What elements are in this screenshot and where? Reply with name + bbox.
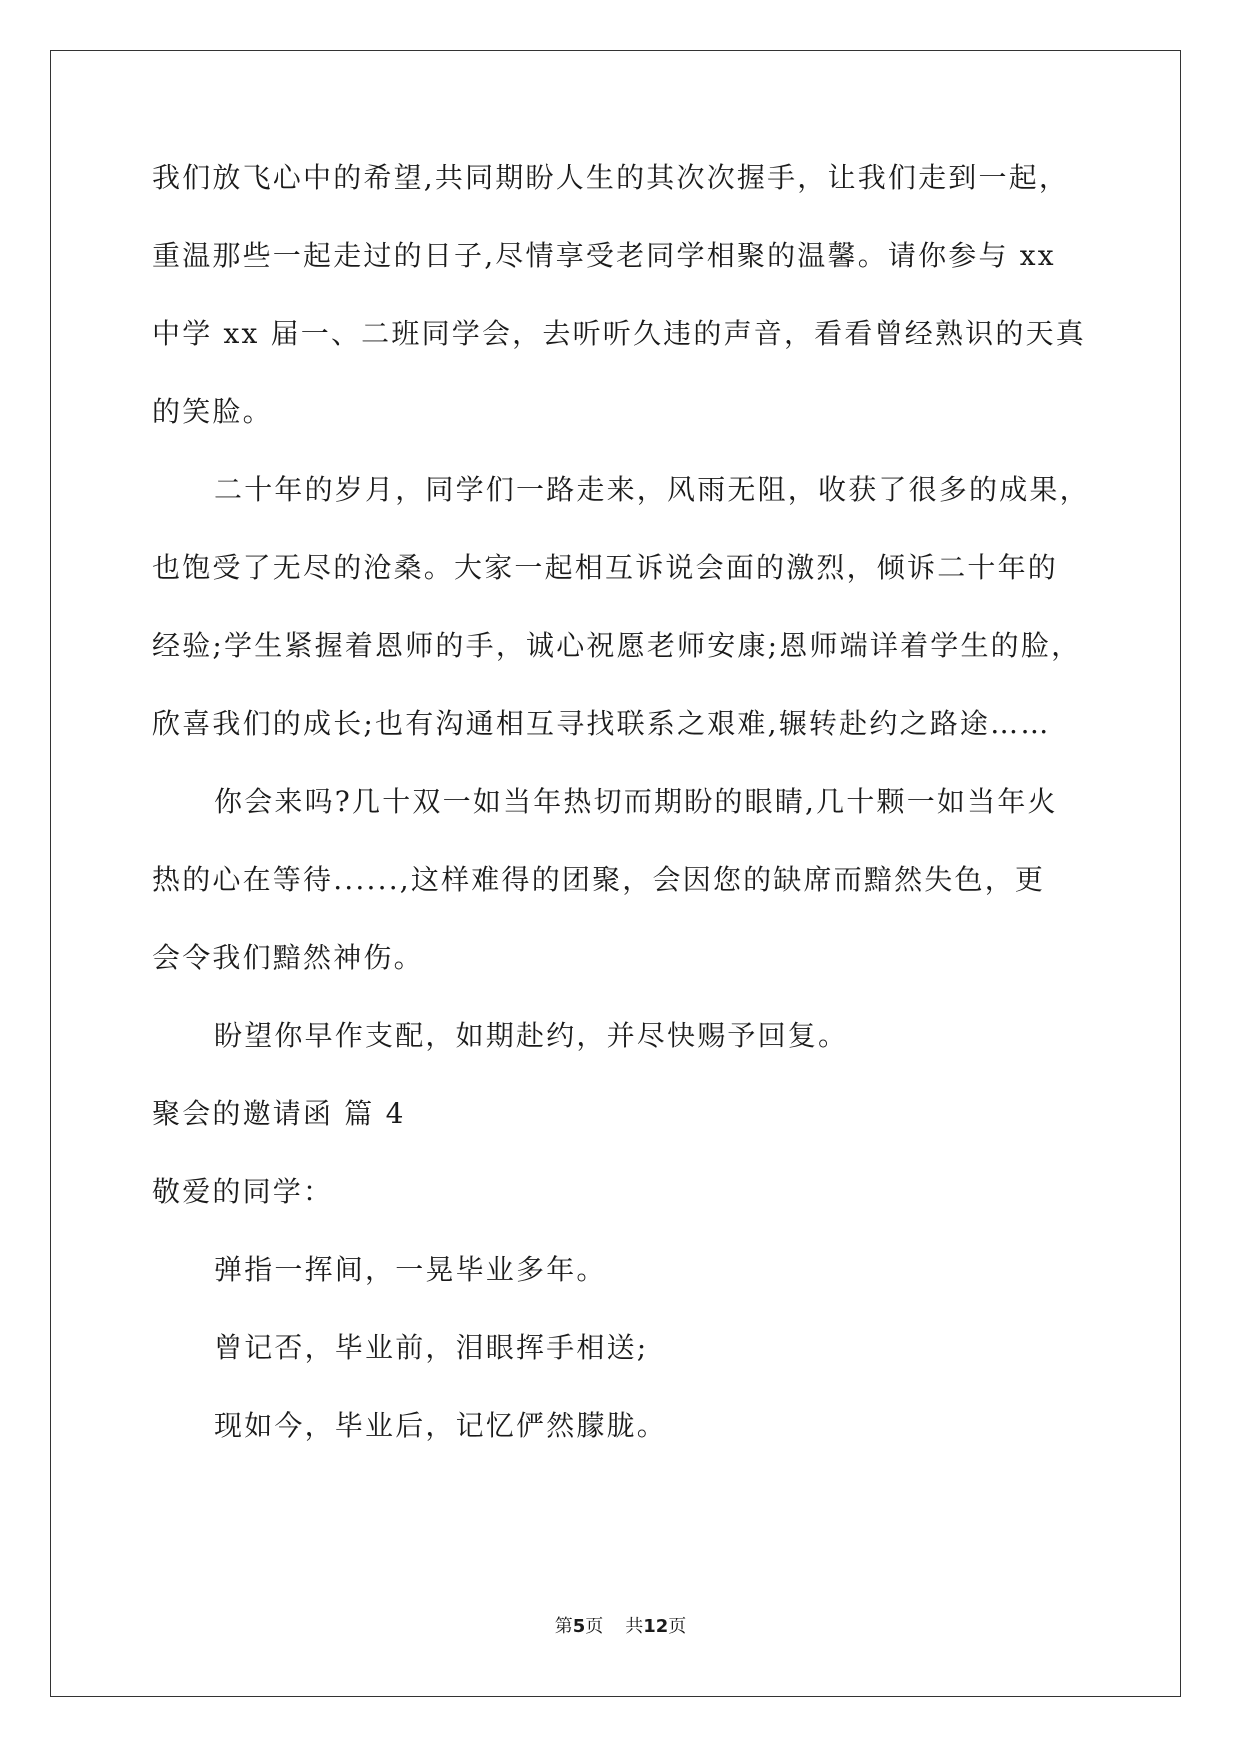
text-line: 的笑脸。 [152, 395, 273, 428]
salutation: 敬爱的同学： [152, 1175, 334, 1208]
text-line: 热的心在等待......,这样难得的团聚，会因您的缺席而黯然失色，更 [152, 863, 1046, 896]
document-body [152, 158, 1102, 1484]
text-line: 曾记否，毕业前，泪眼挥手相送; [214, 1331, 649, 1364]
text-line: 我们放飞心中的希望,共同期盼人生的其次次握手，让我们走到一起， [152, 161, 1070, 194]
page-suffix: 页 [585, 1616, 604, 1637]
text-line: 会令我们黯然神伤。 [152, 941, 424, 974]
page-footer [0, 1615, 1241, 1639]
text-line: 盼望你早作支配，如期赴约，并尽快赐予回复。 [214, 1019, 849, 1052]
text-line: 也饱受了无尽的沧桑。大家一起相互诉说会面的激烈，倾诉二十年的 [152, 551, 1059, 584]
total-pages: 12 [643, 1616, 669, 1637]
total-suffix: 页 [668, 1616, 687, 1637]
text-line: 二十年的岁月，同学们一路走来，风雨无阻，收获了很多的成果， [214, 473, 1090, 506]
total-prefix: 共 [625, 1616, 644, 1637]
page-prefix: 第 [554, 1616, 573, 1637]
text-line: 中学 xx 届一、二班同学会，去听听久违的声音，看看曾经熟识的天真 [152, 317, 1086, 350]
text-line: 经验;学生紧握着恩师的手，诚心祝愿老师安康;恩师端详着学生的脸， [152, 629, 1082, 662]
page-number: 5 [572, 1616, 586, 1637]
text-line: 弹指一挥间，一晃毕业多年。 [214, 1253, 607, 1286]
text-line: 欣喜我们的成长;也有沟通相互寻找联系之艰难,辗转赴约之路途…… [152, 707, 1051, 740]
section-heading: 聚会的邀请函 篇 4 [152, 1097, 406, 1130]
text-line: 你会来吗?几十双一如当年热切而期盼的眼睛,几十颗一如当年火 [214, 785, 1058, 818]
text-line: 现如今，毕业后，记忆俨然朦胧。 [214, 1409, 668, 1442]
text-line: 重温那些一起走过的日子,尽情享受老同学相聚的温馨。请你参与 xx [152, 239, 1056, 272]
